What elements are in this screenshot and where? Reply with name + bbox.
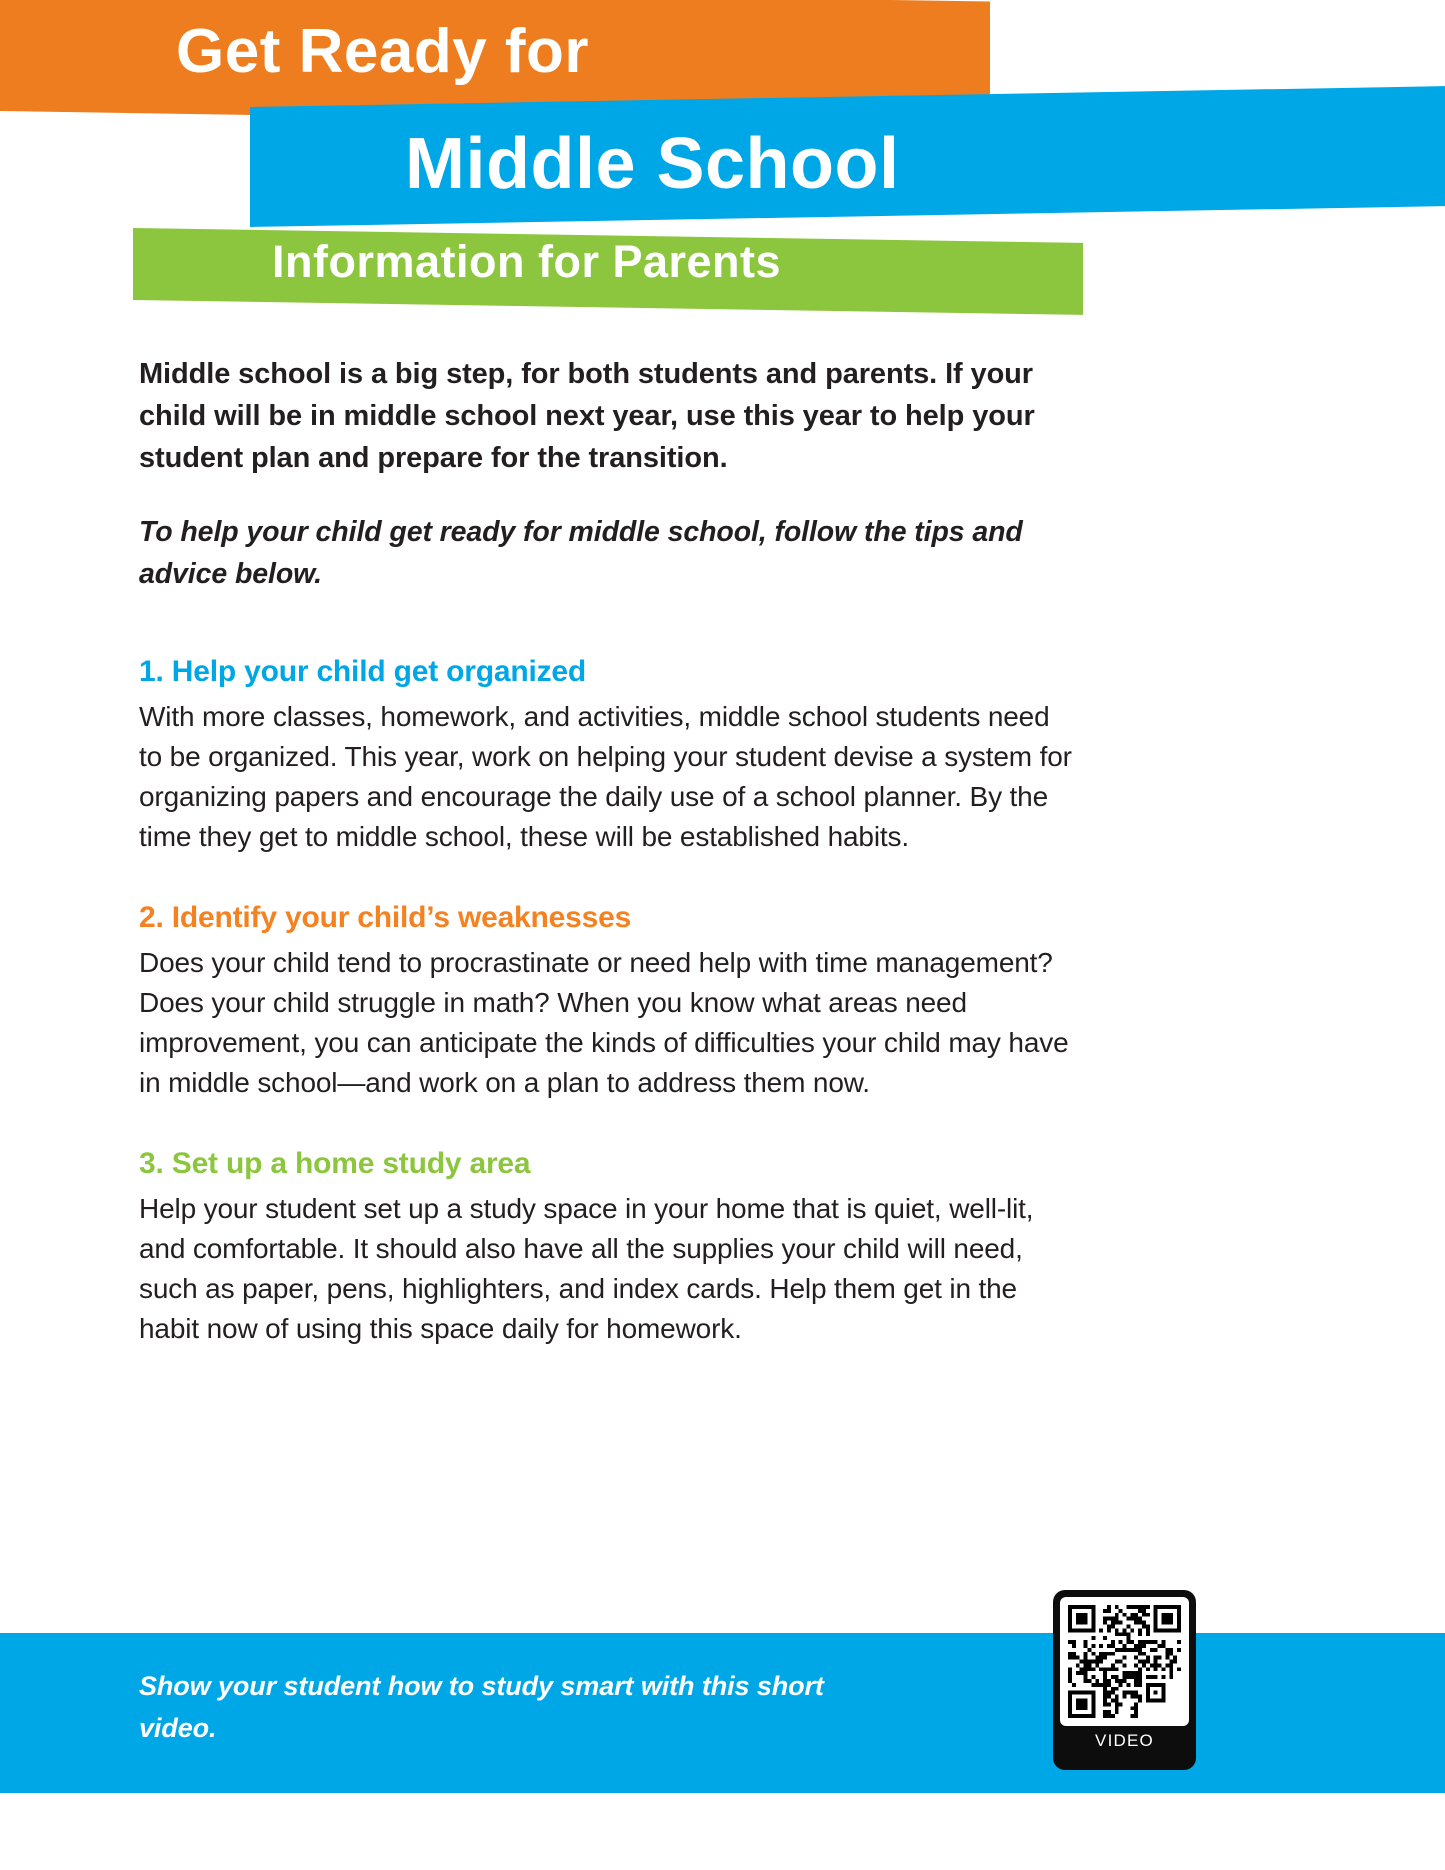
tip-body-2: Does your child tend to procrastinate or need help with time management? Does your child struggle in math? When you know what areas need improvement, you can anticipate the kinds of difficulties your child may have in middle school—and work on a plan to address them now.: [139, 947, 1069, 1098]
footer-call-to-action: Show your student how to study smart with this short video.: [139, 1671, 824, 1743]
main-content: [139, 353, 1079, 1349]
title-line-get-ready-for: Get Ready for: [176, 17, 590, 86]
footer-banner: [0, 1633, 1445, 1793]
title-line-middle-school: Middle School: [405, 124, 900, 204]
intro-paragraph: Middle school is a big step, for both students and parents. If your child will be in middle school next year, use this year to help your student plan and prepare for the transition.: [139, 358, 1035, 474]
tip-heading-1: 1. Help your child get organized: [139, 655, 586, 688]
qr-label: VIDEO: [1095, 1731, 1154, 1750]
tip-body-1: With more classes, homework, and activities, middle school students need to be organized. This year, work on helping your student devise a system for organizing papers and encourage the daily use of a school planner. By the time they get to middle school, these will be established habits.: [139, 701, 1072, 852]
tip-section-1: [139, 653, 1079, 857]
intro-italic-paragraph: To help your child get ready for middle school, follow the tips and advice below.: [139, 516, 1023, 590]
tip-heading-3: 3. Set up a home study area: [139, 1147, 531, 1180]
subtitle-information-for-parents: Information for Parents: [272, 236, 782, 287]
tip-heading-2: 2. Identify your child’s weaknesses: [139, 901, 632, 934]
qr-code-icon: [1068, 1605, 1181, 1718]
header-banner: [0, 0, 1445, 330]
video-qr-widget[interactable]: [1053, 1590, 1196, 1770]
tip-body-3: Help your student set up a study space in your home that is quiet, well-lit, and comfortable. It should also have all the supplies your child will need, such as paper, pens, highlighters, and index cards. Help them get in the habit now of using this space daily for homework.: [139, 1193, 1034, 1344]
qr-code-container: [1060, 1597, 1189, 1726]
tip-section-2: [139, 899, 1079, 1103]
tip-section-3: [139, 1145, 1079, 1349]
